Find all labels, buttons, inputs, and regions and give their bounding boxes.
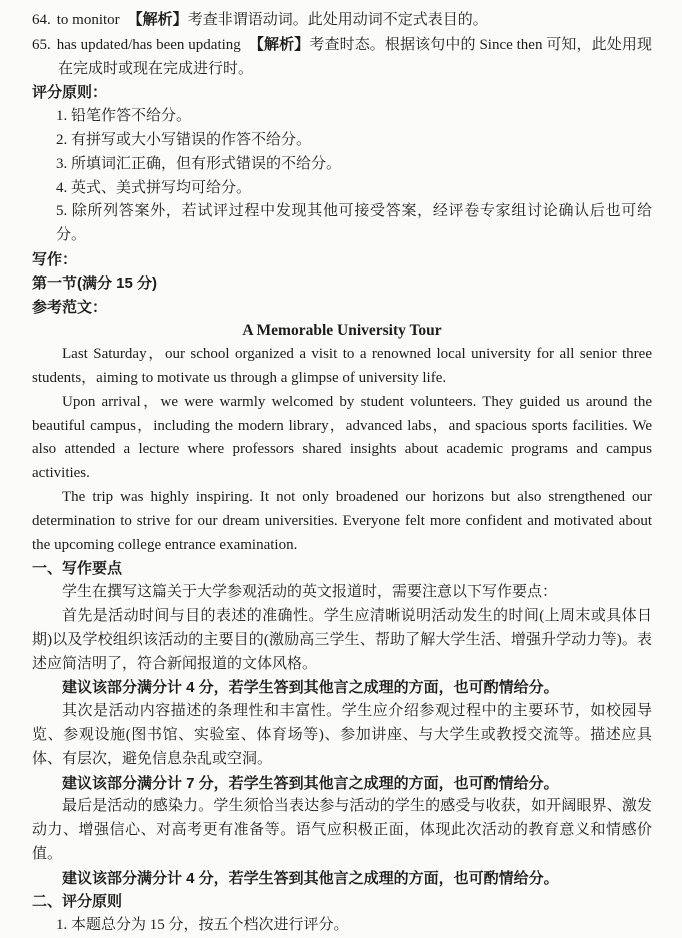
score-suggestion-1: 建议该部分满分计 4 分，若学生答到其他言之成理的方面，也可酌情给分。 <box>62 679 559 697</box>
score-suggestion-2: 建议该部分满分计 7 分，若学生答到其他言之成理的方面，也可酌情给分。 <box>62 774 559 792</box>
essay-paragraph-2: Upon arrival，we were warmly welcomed by student volunteers. They guided us around the beautiful campus，including the modern library，advanced labs，and spacious sports facilities. We also attended a lecture where professors shared insights about academic programs and campus activities. <box>32 393 652 482</box>
essay-paragraph-3: The trip was highly inspiring. It not only broadened our horizons but also strengthened our determination to strive for our dream universities. Everyone felt more confident and motivated about the upcoming college entrance examination. <box>32 488 652 553</box>
writing-points-intro: 学生在撰写这篇关于大学参观活动的英文报道时，需要注意以下写作要点： <box>62 584 558 601</box>
grading-rule-1: 1. 本题总分为 15 分，按五个档次进行评分。 <box>56 917 349 934</box>
analysis-tag: 【解析】 <box>127 11 188 28</box>
answer-line-64 <box>32 8 652 33</box>
answer-explanation: 考查时态。根据该句中的 Since then 可知，此处用现在完成时或现在完成进行时。 <box>58 36 652 77</box>
grading-principles-heading: 二、评分原则 <box>32 893 123 911</box>
answer-number: 64. <box>32 12 51 28</box>
score-suggestion-3: 建议该部分满分计 4 分，若学生答到其他言之成理的方面，也可酌情给分。 <box>62 869 559 887</box>
scoring-rule-2: 2. 有拼写或大小写错误的作答不给分。 <box>56 131 312 148</box>
point-block-time-purpose: 首先是活动时间与目的表述的准确性。学生应清晰说明活动发生的时间(上周末或具体日期)以及学校组织该活动的主要目的(激励高三学生、帮助了解大学生活、增强升学动力等)。表述应简洁明了，符合新闻报道的文体风格。 <box>32 607 652 672</box>
scoring-rule-1: 1. 铅笔作答不给分。 <box>56 108 192 125</box>
writing-points-heading: 一、写作要点 <box>32 560 123 578</box>
answer-text: has updated/has been updating <box>56 36 241 53</box>
scoring-principles-heading: 评分原则： <box>32 84 108 102</box>
point-block-feelings: 最后是活动的感染力。学生须恰当表达参与活动的学生的感受与收获，如开阔眼界、激发动力、增强信心、对高考更有准备等。语气应积极正面，体现此次活动的教育意义和情感价值。 <box>32 798 652 862</box>
analysis-tag: 【解析】 <box>248 35 310 53</box>
writing-heading: 写作： <box>32 250 78 268</box>
answer-text: to monitor <box>56 12 120 28</box>
scoring-rule-4: 4. 英式、美式拼写均可给分。 <box>56 179 252 196</box>
answer-line-65 <box>32 33 652 82</box>
point-block-content: 其次是活动内容描述的条理性和丰富性。学生应介绍参观过程中的主要环节，如校园导览、参观设施(图书馆、实验室、体育场等)、参加讲座、与大学生或教授交流等。描述应具体、有层次，避免信息杂乱或空洞。 <box>32 703 652 767</box>
scoring-rule-3: 3. 所填词汇正确，但有形式错误的不给分。 <box>56 155 342 172</box>
model-essay-label: 参考范文： <box>32 298 108 316</box>
writing-section-label: 第一节(满分 15 分) <box>32 274 158 292</box>
answer-explanation: 考查非谓语动词。此处用动词不定式表目的。 <box>187 12 488 28</box>
answer-number: 65. <box>32 36 51 53</box>
essay-paragraph-1: Last Saturday，our school organized a visit to a renowned local university for all senior three students，aiming to motivate us through a glimpse of university life. <box>32 346 652 386</box>
scoring-rule-5: 5. 除所列答案外，若试评过程中发现其他可接受答案，经评卷专家组讨论确认后也可给分。 <box>56 203 652 244</box>
essay-title: A Memorable University Tour <box>242 322 442 340</box>
